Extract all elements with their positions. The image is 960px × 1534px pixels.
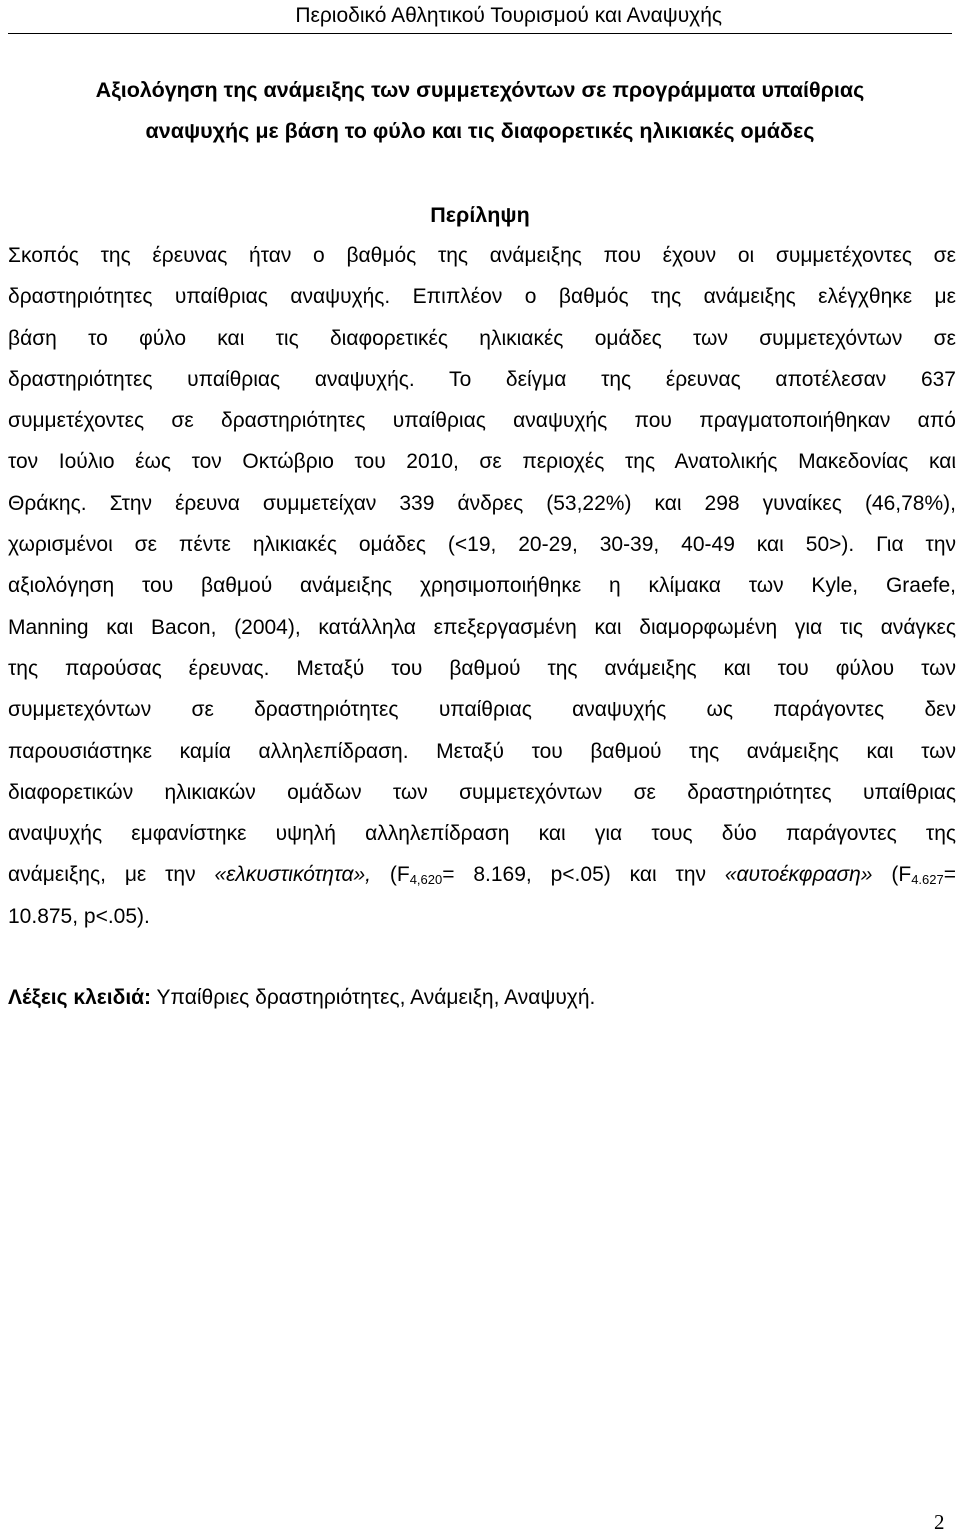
abstract-italic-term-self-expression: «αυτοέκφραση» [724,863,873,887]
running-header-journal-title: Περιοδικό Αθλητικού Τουρισμού και Αναψυχής [295,4,722,27]
abstract-line: συμμετέχοντες σε δραστηριότητες υπαίθριας αναψυχής που πραγματοποιήθηκαν από [8,409,956,433]
page-number: 2 [934,1510,945,1534]
paper-title-line-2: αναψυχής με βάση το φύλο και τις διαφορετικές ηλικιακές ομάδες [145,119,815,143]
f-statistic-subscript: 4.627 [911,872,944,888]
keywords-label: Λέξεις κλειδιά: [8,986,152,1009]
keywords-text: Υπαίθριες δραστηριότητες, Ανάμειξη, Αναψυχή. [151,986,596,1009]
abstract-text: = 8.169, p<.05) και την [442,863,725,887]
abstract-line: της παρούσας έρευνας. Μεταξύ του βαθμού της ανάμειξης και του φύλου των [8,656,956,680]
abstract-text: (F [872,863,912,887]
abstract-line: βάση το φύλο και τις διαφορετικές ηλικιακές ομάδες των συμμετεχόντων σε [8,326,956,350]
abstract-line: δραστηριότητες υπαίθριας αναψυχής. Επιπλέον ο βαθμός της ανάμειξης ελέγχθηκε με [8,285,956,309]
abstract-line-last: 10.875, p<.05). [8,904,150,928]
abstract-line-statistics [8,854,956,895]
header-rule [8,33,952,34]
abstract-line: συμμετεχόντων σε δραστηριότητες υπαίθριας αναψυχής ως παράγοντες δεν [8,698,956,722]
abstract-line: Manning και Bacon, (2004), κατάλληλα επεξεργασμένη και διαμορφωμένη για τις ανάγκες [8,615,956,639]
abstract-text: ανάμειξης, με την [8,863,215,887]
paper-title [0,70,960,152]
abstract-heading: Περίληψη [430,203,530,227]
abstract-line: Σκοπός της έρευνας ήταν ο βαθμός της ανάμειξης που έχουν οι συμμετέχοντες σε [8,244,956,267]
abstract-line: αξιολόγηση του βαθμού ανάμειξης χρησιμοποιήθηκε η κλίμακα των Kyle, Graefe, [8,574,956,598]
abstract-line: χωρισμένοι σε πέντε ηλικιακές ομάδες (<19, 20-29, 30-39, 40-49 και 50>). Για την [8,533,956,557]
abstract-italic-term-attractiveness: «ελκυστικότητα», [214,863,371,887]
abstract-line: τον Ιούλιο έως τον Οκτώβριο του 2010, σε περιοχές της Ανατολικής Μακεδονίας και [8,450,956,474]
abstract-line: παρουσιάστηκε καμία αλληλεπίδραση. Μεταξύ του βαθμού της ανάμειξης και των [8,739,956,763]
abstract-text: = [943,863,957,887]
abstract-text: (F [370,863,410,887]
abstract-line: διαφορετικών ηλικιακών ομάδων των συμμετεχόντων σε δραστηριότητες υπαίθριας [8,780,956,804]
paper-title-line-1: Αξιολόγηση της ανάμειξης των συμμετεχόντων σε προγράμματα υπαίθριας [95,78,865,102]
abstract-line: δραστηριότητες υπαίθριας αναψυχής. Το δείγμα της έρευνας αποτέλεσαν 637 [8,367,956,391]
abstract-body [8,235,956,937]
f-statistic-subscript: 4,620 [409,872,443,888]
abstract-line: Θράκης. Στην έρευνα συμμετείχαν 339 άνδρες (53,22%) και 298 γυναίκες (46,78%), [8,491,956,515]
abstract-line: αναψυχής εμφανίστηκε υψηλή αλληλεπίδραση και για τους δύο παράγοντες της [8,822,956,846]
keywords [8,983,595,1013]
